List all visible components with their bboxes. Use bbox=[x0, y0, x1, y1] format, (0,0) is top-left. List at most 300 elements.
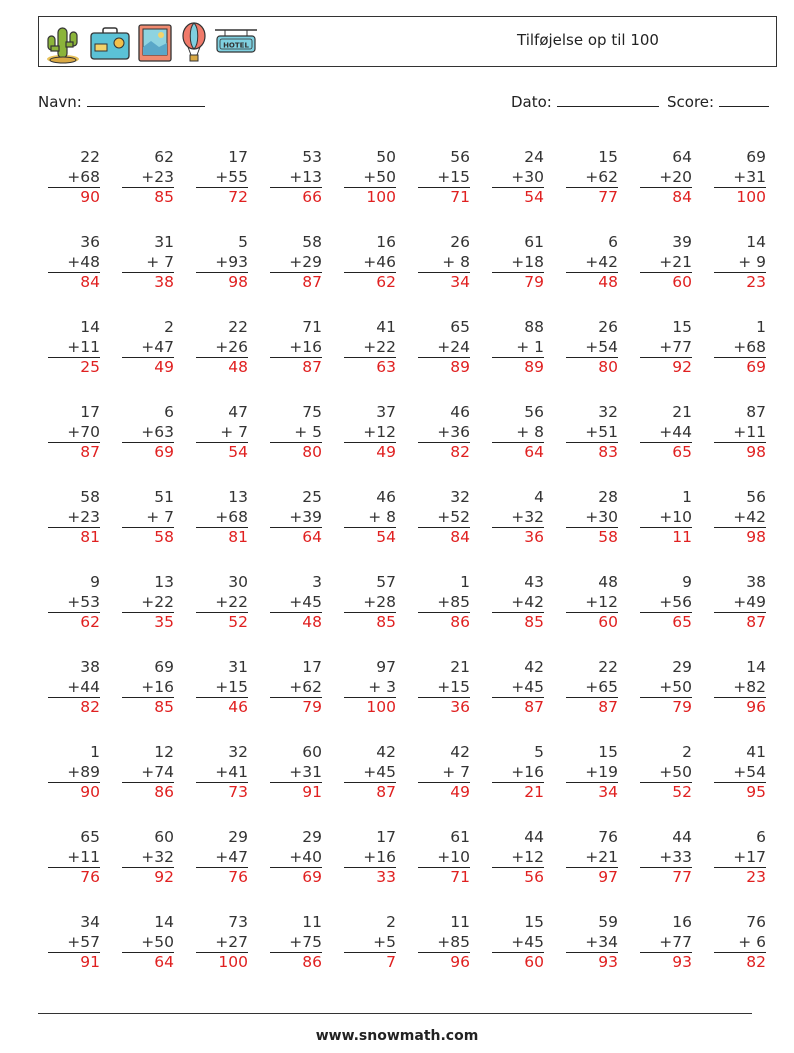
addition-problem bbox=[714, 743, 766, 803]
addition-problem bbox=[418, 403, 470, 463]
addition-problem bbox=[48, 318, 100, 378]
answer[interactable]: 56 bbox=[524, 868, 544, 886]
addend-top: 56 bbox=[524, 403, 544, 421]
addend-top: 17 bbox=[80, 403, 100, 421]
addition-problem bbox=[122, 658, 174, 718]
addend-bottom: +55 bbox=[196, 168, 248, 189]
answer[interactable]: 66 bbox=[302, 188, 322, 206]
addend-bottom: +30 bbox=[492, 168, 544, 189]
addend-bottom: +42 bbox=[492, 593, 544, 614]
addend-top: 14 bbox=[746, 658, 766, 676]
addition-problem bbox=[48, 743, 100, 803]
name-field[interactable] bbox=[38, 92, 205, 111]
addition-problem bbox=[270, 318, 322, 378]
addition-problem bbox=[196, 658, 248, 718]
answer[interactable]: 46 bbox=[228, 698, 248, 716]
addend-top: 65 bbox=[450, 318, 470, 336]
svg-text:HOTEL: HOTEL bbox=[223, 41, 249, 50]
addition-problem bbox=[492, 658, 544, 718]
addend-top: 15 bbox=[524, 913, 544, 931]
addend-bottom: +11 bbox=[48, 338, 100, 359]
addend-top: 46 bbox=[376, 488, 396, 506]
addend-bottom: +85 bbox=[418, 593, 470, 614]
addition-problem bbox=[640, 573, 692, 633]
addition-problem bbox=[640, 233, 692, 293]
score-label: Score: bbox=[667, 93, 715, 111]
answer[interactable]: 36 bbox=[524, 528, 544, 546]
answer[interactable]: 48 bbox=[228, 358, 248, 376]
answer[interactable]: 65 bbox=[672, 443, 692, 461]
answer[interactable]: 72 bbox=[228, 188, 248, 206]
addend-bottom: +68 bbox=[196, 508, 248, 529]
addend-bottom: +39 bbox=[270, 508, 322, 529]
addend-bottom: +47 bbox=[196, 848, 248, 869]
answer[interactable]: 92 bbox=[154, 868, 174, 886]
answer[interactable]: 87 bbox=[598, 698, 618, 716]
answer[interactable]: 60 bbox=[524, 953, 544, 971]
addition-problem bbox=[492, 318, 544, 378]
addend-top: 1 bbox=[90, 743, 100, 761]
answer[interactable]: 54 bbox=[524, 188, 544, 206]
addition-problem bbox=[714, 913, 766, 973]
addend-bottom: +44 bbox=[48, 678, 100, 699]
answer[interactable]: 25 bbox=[80, 358, 100, 376]
answer[interactable]: 87 bbox=[376, 783, 396, 801]
addend-top: 37 bbox=[376, 403, 396, 421]
addend-bottom: +50 bbox=[640, 678, 692, 699]
addend-bottom: +16 bbox=[122, 678, 174, 699]
date-field[interactable] bbox=[511, 92, 659, 111]
addend-bottom: +54 bbox=[714, 763, 766, 784]
addend-bottom: + 7 bbox=[196, 423, 248, 444]
addition-problem bbox=[566, 658, 618, 718]
addition-problem bbox=[196, 828, 248, 888]
answer[interactable]: 81 bbox=[80, 528, 100, 546]
addend-bottom: + 3 bbox=[344, 678, 396, 699]
addition-problem bbox=[196, 403, 248, 463]
addition-problem bbox=[122, 573, 174, 633]
addition-problem bbox=[714, 573, 766, 633]
answer[interactable]: 76 bbox=[80, 868, 100, 886]
answer[interactable]: 80 bbox=[598, 358, 618, 376]
answer[interactable]: 96 bbox=[450, 953, 470, 971]
answer[interactable]: 85 bbox=[376, 613, 396, 631]
addend-bottom: +21 bbox=[640, 253, 692, 274]
addend-bottom: +29 bbox=[270, 253, 322, 274]
addend-bottom: +11 bbox=[714, 423, 766, 444]
addend-top: 25 bbox=[302, 488, 322, 506]
answer[interactable]: 23 bbox=[746, 868, 766, 886]
addend-bottom: + 8 bbox=[418, 253, 470, 274]
addend-top: 24 bbox=[524, 148, 544, 166]
answer[interactable]: 90 bbox=[80, 188, 100, 206]
addend-top: 28 bbox=[598, 488, 618, 506]
answer[interactable]: 83 bbox=[598, 443, 618, 461]
addend-top: 14 bbox=[154, 913, 174, 931]
addition-problem bbox=[196, 148, 248, 208]
addend-bottom: +47 bbox=[122, 338, 174, 359]
addition-problem bbox=[714, 828, 766, 888]
answer[interactable]: 60 bbox=[598, 613, 618, 631]
addition-problem bbox=[344, 743, 396, 803]
addition-problem bbox=[122, 828, 174, 888]
answer[interactable]: 82 bbox=[80, 698, 100, 716]
addend-bottom: +93 bbox=[196, 253, 248, 274]
answer[interactable]: 86 bbox=[450, 613, 470, 631]
answer[interactable]: 23 bbox=[746, 273, 766, 291]
addition-problem bbox=[270, 233, 322, 293]
answer[interactable]: 65 bbox=[672, 613, 692, 631]
addend-bottom: + 8 bbox=[344, 508, 396, 529]
answer[interactable]: 60 bbox=[672, 273, 692, 291]
answer[interactable]: 91 bbox=[80, 953, 100, 971]
addend-top: 53 bbox=[302, 148, 322, 166]
addend-top: 2 bbox=[386, 913, 396, 931]
addend-top: 60 bbox=[302, 743, 322, 761]
addend-top: 61 bbox=[524, 233, 544, 251]
answer[interactable]: 64 bbox=[154, 953, 174, 971]
addend-top: 17 bbox=[228, 148, 248, 166]
addend-top: 39 bbox=[672, 233, 692, 251]
addition-problem bbox=[196, 233, 248, 293]
addend-bottom: +10 bbox=[418, 848, 470, 869]
addition-problem bbox=[344, 403, 396, 463]
addend-top: 9 bbox=[90, 573, 100, 591]
addend-top: 61 bbox=[450, 828, 470, 846]
addition-problem bbox=[270, 488, 322, 548]
addend-top: 6 bbox=[608, 233, 618, 251]
addend-bottom: + 5 bbox=[270, 423, 322, 444]
addition-problem bbox=[270, 658, 322, 718]
header-icons bbox=[43, 21, 259, 65]
addend-top: 16 bbox=[672, 913, 692, 931]
addition-problem bbox=[418, 573, 470, 633]
answer[interactable]: 76 bbox=[228, 868, 248, 886]
addend-top: 56 bbox=[746, 488, 766, 506]
answer[interactable]: 98 bbox=[746, 528, 766, 546]
answer[interactable]: 87 bbox=[302, 358, 322, 376]
addend-top: 59 bbox=[598, 913, 618, 931]
answer[interactable]: 54 bbox=[228, 443, 248, 461]
answer[interactable]: 64 bbox=[524, 443, 544, 461]
answer[interactable]: 63 bbox=[376, 358, 396, 376]
addend-bottom: + 8 bbox=[492, 423, 544, 444]
answer[interactable]: 98 bbox=[228, 273, 248, 291]
addend-top: 31 bbox=[154, 233, 174, 251]
addition-problem bbox=[492, 403, 544, 463]
addition-problem bbox=[492, 148, 544, 208]
addition-problem bbox=[344, 148, 396, 208]
answer[interactable]: 64 bbox=[302, 528, 322, 546]
addend-top: 69 bbox=[746, 148, 766, 166]
answer[interactable]: 34 bbox=[450, 273, 470, 291]
answer[interactable]: 52 bbox=[228, 613, 248, 631]
addend-bottom: +30 bbox=[566, 508, 618, 529]
addend-top: 34 bbox=[80, 913, 100, 931]
addend-top: 21 bbox=[672, 403, 692, 421]
addition-problem bbox=[270, 828, 322, 888]
date-line[interactable] bbox=[557, 92, 659, 107]
addend-top: 11 bbox=[302, 913, 322, 931]
addend-top: 29 bbox=[302, 828, 322, 846]
addend-top: 43 bbox=[524, 573, 544, 591]
addend-bottom: +44 bbox=[640, 423, 692, 444]
addend-bottom: +33 bbox=[640, 848, 692, 869]
addend-bottom: +10 bbox=[640, 508, 692, 529]
addend-bottom: +56 bbox=[640, 593, 692, 614]
answer[interactable]: 98 bbox=[746, 443, 766, 461]
answer[interactable]: 93 bbox=[672, 953, 692, 971]
answer[interactable]: 87 bbox=[524, 698, 544, 716]
addend-bottom: + 7 bbox=[122, 253, 174, 274]
addend-bottom: +77 bbox=[640, 933, 692, 954]
addend-top: 29 bbox=[672, 658, 692, 676]
addition-problem bbox=[566, 573, 618, 633]
addend-bottom: +34 bbox=[566, 933, 618, 954]
answer[interactable]: 71 bbox=[450, 188, 470, 206]
answer[interactable]: 84 bbox=[80, 273, 100, 291]
addend-top: 1 bbox=[756, 318, 766, 336]
answer[interactable]: 93 bbox=[598, 953, 618, 971]
addend-top: 73 bbox=[228, 913, 248, 931]
addend-top: 76 bbox=[598, 828, 618, 846]
answer[interactable]: 100 bbox=[218, 953, 248, 971]
answer[interactable]: 38 bbox=[154, 273, 174, 291]
addition-problem bbox=[492, 233, 544, 293]
answer[interactable]: 69 bbox=[154, 443, 174, 461]
addend-top: 62 bbox=[154, 148, 174, 166]
addition-problem bbox=[418, 828, 470, 888]
addend-top: 22 bbox=[80, 148, 100, 166]
addend-top: 38 bbox=[80, 658, 100, 676]
answer[interactable]: 90 bbox=[80, 783, 100, 801]
addition-problem bbox=[714, 233, 766, 293]
footer-url: www.snowmath.com bbox=[315, 1028, 479, 1044]
addend-bottom: +85 bbox=[418, 933, 470, 954]
addend-bottom: +62 bbox=[566, 168, 618, 189]
addition-problem bbox=[566, 148, 618, 208]
addend-top: 32 bbox=[450, 488, 470, 506]
answer[interactable]: 87 bbox=[302, 273, 322, 291]
addend-top: 6 bbox=[164, 403, 174, 421]
addend-top: 9 bbox=[682, 573, 692, 591]
addend-bottom: +12 bbox=[344, 423, 396, 444]
addition-problem bbox=[48, 233, 100, 293]
answer[interactable]: 48 bbox=[302, 613, 322, 631]
name-line[interactable] bbox=[87, 92, 205, 107]
answer[interactable]: 69 bbox=[302, 868, 322, 886]
addend-bottom: +22 bbox=[196, 593, 248, 614]
answer[interactable]: 80 bbox=[302, 443, 322, 461]
answer[interactable]: 58 bbox=[154, 528, 174, 546]
addend-top: 75 bbox=[302, 403, 322, 421]
answer[interactable]: 82 bbox=[450, 443, 470, 461]
addend-bottom: +63 bbox=[122, 423, 174, 444]
answer[interactable]: 7 bbox=[386, 953, 396, 971]
answer[interactable]: 21 bbox=[524, 783, 544, 801]
addend-top: 41 bbox=[376, 318, 396, 336]
addend-top: 11 bbox=[450, 913, 470, 931]
answer[interactable]: 48 bbox=[598, 273, 618, 291]
answer[interactable]: 62 bbox=[376, 273, 396, 291]
name-label: Navn: bbox=[38, 93, 82, 111]
answer[interactable]: 100 bbox=[366, 698, 396, 716]
answer[interactable]: 33 bbox=[376, 868, 396, 886]
answer[interactable]: 86 bbox=[302, 953, 322, 971]
addition-problem bbox=[196, 318, 248, 378]
addend-bottom: +15 bbox=[418, 678, 470, 699]
hotel-sign-icon bbox=[213, 26, 259, 60]
addend-bottom: +49 bbox=[714, 593, 766, 614]
addition-problem bbox=[344, 658, 396, 718]
addend-top: 1 bbox=[460, 573, 470, 591]
addend-top: 12 bbox=[154, 743, 174, 761]
addend-bottom: +75 bbox=[270, 933, 322, 954]
answer[interactable]: 92 bbox=[672, 358, 692, 376]
answer[interactable]: 35 bbox=[154, 613, 174, 631]
addend-top: 48 bbox=[598, 573, 618, 591]
addend-bottom: +45 bbox=[492, 678, 544, 699]
answer[interactable]: 49 bbox=[376, 443, 396, 461]
addend-top: 4 bbox=[534, 488, 544, 506]
addition-problem bbox=[344, 488, 396, 548]
addend-bottom: +31 bbox=[714, 168, 766, 189]
addend-top: 36 bbox=[80, 233, 100, 251]
addend-bottom: +77 bbox=[640, 338, 692, 359]
answer[interactable]: 87 bbox=[746, 613, 766, 631]
addend-bottom: +65 bbox=[566, 678, 618, 699]
answer[interactable]: 100 bbox=[366, 188, 396, 206]
addition-problem bbox=[270, 403, 322, 463]
addend-bottom: +89 bbox=[48, 763, 100, 784]
addition-problem bbox=[640, 913, 692, 973]
answer[interactable]: 49 bbox=[450, 783, 470, 801]
answer[interactable]: 84 bbox=[672, 188, 692, 206]
addend-top: 87 bbox=[746, 403, 766, 421]
addend-top: 14 bbox=[80, 318, 100, 336]
score-line[interactable] bbox=[719, 92, 769, 107]
answer[interactable]: 79 bbox=[672, 698, 692, 716]
answer[interactable]: 100 bbox=[736, 188, 766, 206]
answer[interactable]: 91 bbox=[302, 783, 322, 801]
addend-top: 58 bbox=[80, 488, 100, 506]
addition-problem bbox=[640, 318, 692, 378]
answer[interactable]: 87 bbox=[80, 443, 100, 461]
answer[interactable]: 77 bbox=[598, 188, 618, 206]
answer[interactable]: 89 bbox=[450, 358, 470, 376]
answer[interactable]: 36 bbox=[450, 698, 470, 716]
addend-bottom: +16 bbox=[492, 763, 544, 784]
date-label: Dato: bbox=[511, 93, 552, 111]
addend-bottom: + 7 bbox=[122, 508, 174, 529]
addend-bottom: +24 bbox=[418, 338, 470, 359]
addition-problem bbox=[270, 913, 322, 973]
addend-bottom: +50 bbox=[122, 933, 174, 954]
addend-top: 50 bbox=[376, 148, 396, 166]
answer[interactable]: 95 bbox=[746, 783, 766, 801]
answer[interactable]: 54 bbox=[376, 528, 396, 546]
answer[interactable]: 52 bbox=[672, 783, 692, 801]
answer[interactable]: 85 bbox=[154, 188, 174, 206]
footer-rule bbox=[38, 1013, 752, 1014]
addend-bottom: +70 bbox=[48, 423, 100, 444]
answer[interactable]: 49 bbox=[154, 358, 174, 376]
addition-problem bbox=[418, 233, 470, 293]
answer[interactable]: 81 bbox=[228, 528, 248, 546]
addend-bottom: +11 bbox=[48, 848, 100, 869]
addend-bottom: +32 bbox=[122, 848, 174, 869]
addition-problem bbox=[566, 403, 618, 463]
addend-bottom: +22 bbox=[344, 338, 396, 359]
addition-problem bbox=[418, 318, 470, 378]
addend-bottom: +15 bbox=[418, 168, 470, 189]
photo-frame-icon bbox=[137, 23, 175, 63]
addend-top: 14 bbox=[746, 233, 766, 251]
answer[interactable]: 34 bbox=[598, 783, 618, 801]
answer[interactable]: 73 bbox=[228, 783, 248, 801]
addend-top: 57 bbox=[376, 573, 396, 591]
addend-bottom: +17 bbox=[714, 848, 766, 869]
answer[interactable]: 71 bbox=[450, 868, 470, 886]
cactus-icon bbox=[43, 22, 83, 64]
addition-problem bbox=[196, 488, 248, 548]
answer[interactable]: 79 bbox=[524, 273, 544, 291]
addend-top: 69 bbox=[154, 658, 174, 676]
addition-problem bbox=[48, 828, 100, 888]
addition-problem bbox=[196, 913, 248, 973]
answer[interactable]: 84 bbox=[450, 528, 470, 546]
addend-bottom: +5 bbox=[344, 933, 396, 954]
score-field[interactable] bbox=[667, 92, 769, 111]
answer[interactable]: 96 bbox=[746, 698, 766, 716]
answer[interactable]: 82 bbox=[746, 953, 766, 971]
addend-bottom: +42 bbox=[566, 253, 618, 274]
addend-top: 42 bbox=[376, 743, 396, 761]
addition-problem bbox=[344, 318, 396, 378]
addition-problem bbox=[714, 403, 766, 463]
answer[interactable]: 11 bbox=[672, 528, 692, 546]
answer[interactable]: 86 bbox=[154, 783, 174, 801]
answer[interactable]: 77 bbox=[672, 868, 692, 886]
answer[interactable]: 89 bbox=[524, 358, 544, 376]
answer[interactable]: 69 bbox=[746, 358, 766, 376]
addend-top: 30 bbox=[228, 573, 248, 591]
answer[interactable]: 85 bbox=[524, 613, 544, 631]
addend-top: 1 bbox=[682, 488, 692, 506]
answer[interactable]: 62 bbox=[80, 613, 100, 631]
addend-top: 16 bbox=[376, 233, 396, 251]
addend-bottom: +27 bbox=[196, 933, 248, 954]
answer[interactable]: 85 bbox=[154, 698, 174, 716]
addition-problem bbox=[714, 488, 766, 548]
answer[interactable]: 79 bbox=[302, 698, 322, 716]
addend-top: 41 bbox=[746, 743, 766, 761]
answer[interactable]: 58 bbox=[598, 528, 618, 546]
addend-top: 22 bbox=[228, 318, 248, 336]
addend-top: 42 bbox=[524, 658, 544, 676]
addend-top: 21 bbox=[450, 658, 470, 676]
addition-problem bbox=[714, 658, 766, 718]
addition-problem bbox=[418, 913, 470, 973]
addition-problem bbox=[48, 913, 100, 973]
addition-problem bbox=[344, 233, 396, 293]
addition-problem bbox=[566, 318, 618, 378]
answer[interactable]: 97 bbox=[598, 868, 618, 886]
addition-problem bbox=[270, 743, 322, 803]
addend-bottom: +54 bbox=[566, 338, 618, 359]
addend-bottom: +23 bbox=[122, 168, 174, 189]
addend-top: 88 bbox=[524, 318, 544, 336]
